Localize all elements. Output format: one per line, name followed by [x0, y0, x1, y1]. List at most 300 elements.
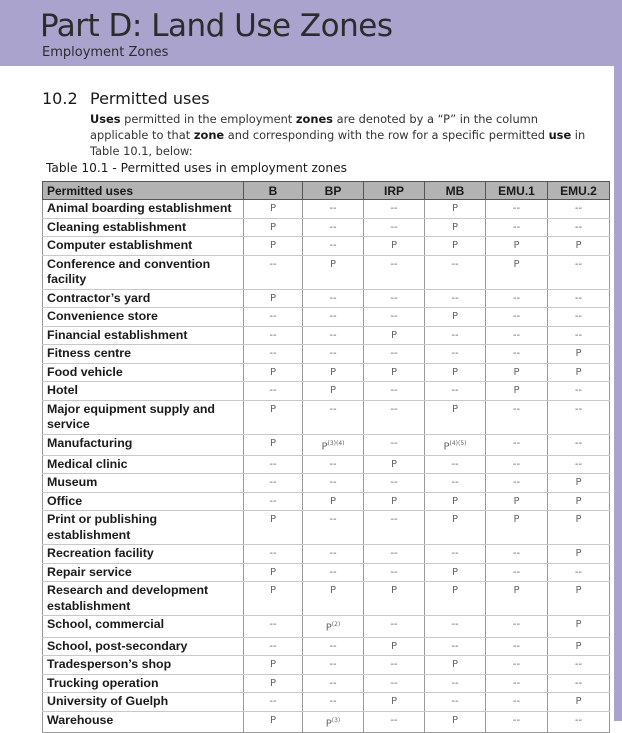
zone-permission-cell	[244, 382, 303, 401]
permission-value: P	[269, 203, 277, 214]
zone-permission-cell	[548, 616, 610, 637]
use-name-cell: Tradesperson’s shop	[43, 656, 244, 675]
intro-text: are denoted by a “P” in the column applicable to that	[90, 112, 538, 142]
use-name-cell: University of Guelph	[43, 693, 244, 712]
permission-value: --	[329, 640, 337, 652]
table-row	[43, 200, 610, 219]
table-row	[43, 674, 610, 693]
column-header: MB	[425, 182, 486, 200]
permission-value: --	[451, 258, 459, 270]
intro-text: in Table 10.1, below:	[90, 128, 586, 158]
permission-value: --	[390, 221, 398, 233]
footnote-reference: (2)	[331, 621, 341, 629]
zone-permission-cell	[244, 218, 303, 237]
permission-value: --	[512, 566, 521, 578]
permission-value: P	[451, 566, 459, 578]
permitted-uses-table	[42, 181, 610, 733]
permission-value: --	[574, 714, 583, 726]
footnote-reference: (4)(5)	[449, 439, 467, 447]
zone-permission-cell	[486, 345, 548, 364]
zone-permission-cell	[244, 582, 303, 616]
zone-permission-cell	[244, 693, 303, 712]
use-name-cell: Fitness centre	[43, 345, 244, 364]
zone-permission-cell	[486, 382, 548, 401]
zone-permission-cell	[364, 218, 425, 237]
zone-permission-cell	[303, 637, 364, 656]
permission-value: P	[269, 514, 277, 526]
zone-permission-cell	[548, 218, 610, 237]
permission-value: --	[390, 714, 398, 726]
permission-value: --	[451, 696, 459, 708]
permission-value: P	[390, 696, 398, 708]
permission-value: --	[512, 714, 521, 726]
zone-permission-cell	[303, 237, 364, 256]
column-header: EMU.2	[548, 182, 610, 200]
zone-permission-cell	[425, 218, 486, 237]
zone-permission-cell	[303, 563, 364, 582]
zone-permission-cell	[303, 400, 364, 434]
permission-value: P	[325, 717, 332, 729]
permission-value: --	[390, 477, 398, 489]
zone-permission-cell	[303, 511, 364, 545]
permission-value: --	[574, 292, 583, 304]
zone-permission-cell	[303, 308, 364, 327]
permission-value: --	[574, 659, 583, 671]
zone-permission-cell	[548, 400, 610, 434]
zone-permission-cell	[364, 563, 425, 582]
zone-permission-cell	[364, 237, 425, 256]
table-row	[43, 616, 610, 637]
permission-value: --	[574, 403, 583, 415]
permission-value: --	[451, 292, 459, 304]
zone-permission-cell	[303, 363, 364, 382]
table-row	[43, 363, 610, 382]
permission-value: --	[451, 640, 459, 652]
zone-permission-cell	[303, 255, 364, 289]
permission-value: --	[574, 677, 583, 689]
permission-value: P	[513, 240, 520, 251]
zone-permission-cell	[548, 656, 610, 675]
permission-value: --	[390, 385, 398, 396]
use-name-cell: Computer establishment	[43, 237, 244, 256]
permission-value: P	[390, 240, 398, 251]
zone-permission-cell	[425, 637, 486, 656]
use-name-cell: Animal boarding establishment	[43, 200, 244, 219]
zone-permission-cell	[425, 511, 486, 545]
table-row	[43, 289, 610, 308]
permission-value: --	[329, 403, 337, 415]
zone-permission-cell	[548, 237, 610, 256]
zone-permission-cell	[425, 582, 486, 616]
zone-permission-cell	[303, 545, 364, 564]
zone-permission-cell	[244, 434, 303, 455]
permission-value: --	[390, 292, 398, 304]
zone-permission-cell	[364, 400, 425, 434]
permission-value: --	[512, 311, 521, 322]
permission-value: --	[269, 640, 277, 652]
permission-value: --	[574, 437, 583, 449]
zone-permission-cell	[548, 455, 610, 474]
permission-value: --	[451, 329, 459, 341]
permission-value: --	[512, 292, 521, 304]
permission-value: P	[451, 221, 459, 233]
zone-permission-cell	[548, 382, 610, 401]
section-number: 10.2	[42, 89, 78, 108]
permission-value: --	[451, 619, 459, 631]
permission-value: --	[329, 240, 337, 251]
permission-value: --	[269, 348, 277, 359]
permission-value: P	[575, 585, 582, 597]
use-name-cell: Cleaning establishment	[43, 218, 244, 237]
permission-value: --	[390, 258, 398, 270]
permission-value: --	[574, 458, 583, 470]
zone-permission-cell	[425, 616, 486, 637]
permission-value: --	[329, 696, 337, 708]
zone-permission-cell	[486, 255, 548, 289]
zone-permission-cell	[548, 637, 610, 656]
zone-permission-cell	[244, 345, 303, 364]
zone-permission-cell	[548, 200, 610, 219]
permission-value: P	[575, 477, 582, 489]
zone-permission-cell	[364, 492, 425, 511]
table-header-row	[43, 182, 610, 200]
zone-permission-cell	[425, 255, 486, 289]
zone-permission-cell	[425, 455, 486, 474]
zone-permission-cell	[425, 693, 486, 712]
zone-permission-cell	[364, 474, 425, 493]
zone-permission-cell	[425, 492, 486, 511]
intro-term-use: use	[548, 128, 572, 142]
zone-permission-cell	[364, 616, 425, 637]
zone-permission-cell	[364, 434, 425, 455]
table-row	[43, 382, 610, 401]
permission-value: --	[574, 385, 583, 396]
permission-value: P	[451, 714, 459, 726]
use-name-cell: Conference and convention facility	[43, 255, 244, 289]
permission-value: --	[574, 329, 583, 341]
permission-value: P	[269, 566, 277, 578]
permission-value: P	[575, 619, 582, 631]
table-row	[43, 400, 610, 434]
zone-permission-cell	[486, 363, 548, 382]
zone-permission-cell	[364, 363, 425, 382]
zone-permission-cell	[548, 363, 610, 382]
intro-term-uses: Uses	[90, 112, 121, 126]
zone-permission-cell	[303, 434, 364, 455]
zone-permission-cell	[244, 711, 303, 732]
permission-value: P	[513, 495, 520, 507]
zone-permission-cell	[425, 400, 486, 434]
permission-value: P	[451, 203, 459, 214]
permission-value: --	[269, 477, 277, 489]
permission-value: --	[390, 548, 398, 560]
use-name-cell: Office	[43, 492, 244, 511]
use-name-cell: Contractor’s yard	[43, 289, 244, 308]
permission-value: --	[390, 348, 398, 359]
permission-value: P	[390, 329, 398, 341]
permission-value: --	[329, 514, 337, 526]
zone-permission-cell	[244, 492, 303, 511]
zone-permission-cell	[303, 582, 364, 616]
zone-permission-cell	[303, 289, 364, 308]
permission-value: P	[269, 292, 277, 304]
permission-value: --	[269, 258, 277, 270]
zone-permission-cell	[486, 455, 548, 474]
zone-permission-cell	[244, 400, 303, 434]
zone-permission-cell	[486, 693, 548, 712]
use-name-cell: Trucking operation	[43, 674, 244, 693]
zone-permission-cell	[486, 400, 548, 434]
zone-permission-cell	[425, 289, 486, 308]
permission-value: P	[269, 240, 277, 251]
zone-permission-cell	[364, 382, 425, 401]
table-row	[43, 492, 610, 511]
permission-value: P	[269, 585, 277, 597]
zone-permission-cell	[425, 363, 486, 382]
table-row	[43, 511, 610, 545]
zone-permission-cell	[548, 511, 610, 545]
section-title: Permitted uses	[90, 89, 210, 108]
permission-value: P	[513, 385, 520, 396]
table-row	[43, 218, 610, 237]
permission-value: --	[269, 311, 277, 322]
permission-value: --	[390, 437, 398, 449]
permission-value: --	[512, 659, 521, 671]
permission-value: P	[575, 514, 582, 526]
permission-value: --	[512, 458, 521, 470]
zone-permission-cell	[425, 674, 486, 693]
zone-permission-cell	[425, 345, 486, 364]
permission-value: P	[269, 714, 277, 726]
permission-value: P	[329, 495, 337, 507]
table-row	[43, 434, 610, 455]
zone-permission-cell	[244, 289, 303, 308]
permission-value: --	[451, 385, 459, 396]
permission-value: P	[575, 366, 582, 378]
footnote-reference: (3)	[331, 716, 341, 724]
permission-value: --	[329, 477, 337, 489]
use-name-cell: Hotel	[43, 382, 244, 401]
permission-value: P	[269, 677, 277, 689]
table-row	[43, 237, 610, 256]
zone-permission-cell	[425, 326, 486, 345]
permission-value: P	[513, 514, 520, 526]
column-header: Permitted uses	[43, 182, 244, 200]
permission-value: --	[269, 385, 277, 396]
use-name-cell: Recreation facility	[43, 545, 244, 564]
permission-value: --	[512, 677, 521, 689]
zone-permission-cell	[244, 511, 303, 545]
permission-value: P	[443, 440, 450, 452]
permission-value: --	[390, 403, 398, 415]
permission-value: P	[575, 548, 582, 560]
table-row	[43, 693, 610, 712]
zone-permission-cell	[548, 711, 610, 732]
permission-value: --	[512, 477, 521, 489]
zone-permission-cell	[244, 200, 303, 219]
permission-value: P	[329, 258, 337, 270]
zone-permission-cell	[548, 492, 610, 511]
permission-value: P	[513, 585, 520, 597]
zone-permission-cell	[486, 237, 548, 256]
zone-permission-cell	[244, 308, 303, 327]
table-row	[43, 255, 610, 289]
permission-value: --	[329, 221, 337, 233]
page-header	[0, 0, 622, 66]
use-name-cell: Food vehicle	[43, 363, 244, 382]
table-row	[43, 455, 610, 474]
permission-value: P	[451, 495, 459, 507]
zone-permission-cell	[548, 693, 610, 712]
permission-value: P	[575, 696, 582, 708]
zone-permission-cell	[486, 218, 548, 237]
zone-permission-cell	[486, 616, 548, 637]
zone-permission-cell	[364, 455, 425, 474]
zone-permission-cell	[548, 308, 610, 327]
zone-permission-cell	[486, 511, 548, 545]
zone-permission-cell	[303, 218, 364, 237]
permission-value: P	[451, 514, 459, 526]
permission-value: --	[512, 403, 521, 415]
permission-value: P	[269, 659, 277, 671]
zone-permission-cell	[486, 637, 548, 656]
zone-permission-cell	[486, 326, 548, 345]
zone-permission-cell	[364, 326, 425, 345]
use-name-cell: School, commercial	[43, 616, 244, 637]
permission-value: --	[390, 311, 398, 322]
section-heading	[42, 89, 210, 108]
permission-value: --	[512, 640, 521, 652]
table-caption: Table 10.1 - Permitted uses in employment zones	[46, 161, 347, 175]
zone-permission-cell	[244, 326, 303, 345]
table-row	[43, 711, 610, 732]
permission-value: --	[390, 659, 398, 671]
use-name-cell: Medical clinic	[43, 455, 244, 474]
permission-value: --	[451, 548, 459, 560]
footnote-reference: (3)(4)	[327, 439, 345, 447]
permission-value: --	[574, 311, 583, 322]
zone-permission-cell	[486, 674, 548, 693]
column-header: IRP	[364, 182, 425, 200]
zone-permission-cell	[486, 711, 548, 732]
zone-permission-cell	[486, 492, 548, 511]
permission-value: P	[575, 495, 582, 507]
permission-value: --	[512, 437, 521, 449]
permission-value: --	[574, 203, 583, 214]
permission-value: --	[269, 458, 277, 470]
permission-value: P	[451, 311, 459, 322]
zone-permission-cell	[486, 308, 548, 327]
permission-value: --	[269, 495, 277, 507]
permission-value: P	[269, 403, 277, 415]
zone-permission-cell	[303, 382, 364, 401]
permission-value: P	[329, 366, 337, 378]
permission-value: --	[329, 348, 337, 359]
permission-value: --	[512, 221, 521, 233]
permission-value: --	[329, 311, 337, 322]
zone-permission-cell	[425, 308, 486, 327]
zone-permission-cell	[303, 674, 364, 693]
permission-value: --	[451, 677, 459, 689]
use-name-cell: Major equipment supply and service	[43, 400, 244, 434]
table-row	[43, 656, 610, 675]
zone-permission-cell	[364, 308, 425, 327]
use-name-cell: Manufacturing	[43, 434, 244, 455]
zone-permission-cell	[303, 455, 364, 474]
zone-permission-cell	[364, 289, 425, 308]
permission-value: --	[329, 458, 337, 470]
zone-permission-cell	[425, 434, 486, 455]
zone-permission-cell	[303, 200, 364, 219]
zone-permission-cell	[244, 656, 303, 675]
permission-value: P	[390, 495, 398, 507]
permission-value: --	[512, 348, 521, 359]
intro-text: and corresponding with the row for a specific permitted	[224, 128, 549, 142]
permission-value: P	[390, 366, 398, 378]
zone-permission-cell	[244, 474, 303, 493]
zone-permission-cell	[364, 711, 425, 732]
zone-permission-cell	[486, 582, 548, 616]
zone-permission-cell	[244, 637, 303, 656]
zone-permission-cell	[548, 563, 610, 582]
zone-permission-cell	[548, 289, 610, 308]
permission-value: P	[269, 437, 277, 449]
zone-permission-cell	[303, 616, 364, 637]
zone-permission-cell	[548, 582, 610, 616]
permission-value: --	[390, 677, 398, 689]
page-title: Part D: Land Use Zones	[40, 8, 393, 44]
zone-permission-cell	[425, 237, 486, 256]
use-name-cell: Financial establishment	[43, 326, 244, 345]
use-name-cell: Repair service	[43, 563, 244, 582]
permission-value: --	[390, 514, 398, 526]
table-body	[43, 200, 610, 733]
table-row	[43, 474, 610, 493]
intro-paragraph	[90, 111, 590, 159]
permission-value: P	[451, 366, 459, 378]
permission-value: P	[329, 385, 337, 396]
permission-value: --	[451, 458, 459, 470]
permission-value: --	[451, 348, 459, 359]
zone-permission-cell	[244, 237, 303, 256]
column-header: BP	[303, 182, 364, 200]
zone-permission-cell	[548, 474, 610, 493]
permission-value: --	[451, 477, 459, 489]
permission-value: P	[451, 585, 459, 597]
zone-permission-cell	[486, 545, 548, 564]
intro-term-zones: zones	[295, 112, 333, 126]
zone-permission-cell	[303, 711, 364, 732]
zone-permission-cell	[425, 382, 486, 401]
zone-permission-cell	[486, 434, 548, 455]
permission-value: P	[575, 640, 582, 652]
right-accent-strip	[614, 0, 622, 721]
permission-value: P	[451, 240, 459, 251]
permission-value: --	[329, 548, 337, 560]
zone-permission-cell	[425, 545, 486, 564]
table-row	[43, 563, 610, 582]
zone-permission-cell	[244, 616, 303, 637]
use-name-cell: School, post-secondary	[43, 637, 244, 656]
table-row	[43, 545, 610, 564]
zone-permission-cell	[548, 345, 610, 364]
permission-value: P	[451, 659, 459, 671]
zone-permission-cell	[548, 434, 610, 455]
permission-value: --	[390, 203, 398, 214]
permission-value: --	[269, 696, 277, 708]
table-row	[43, 326, 610, 345]
zone-permission-cell	[364, 637, 425, 656]
